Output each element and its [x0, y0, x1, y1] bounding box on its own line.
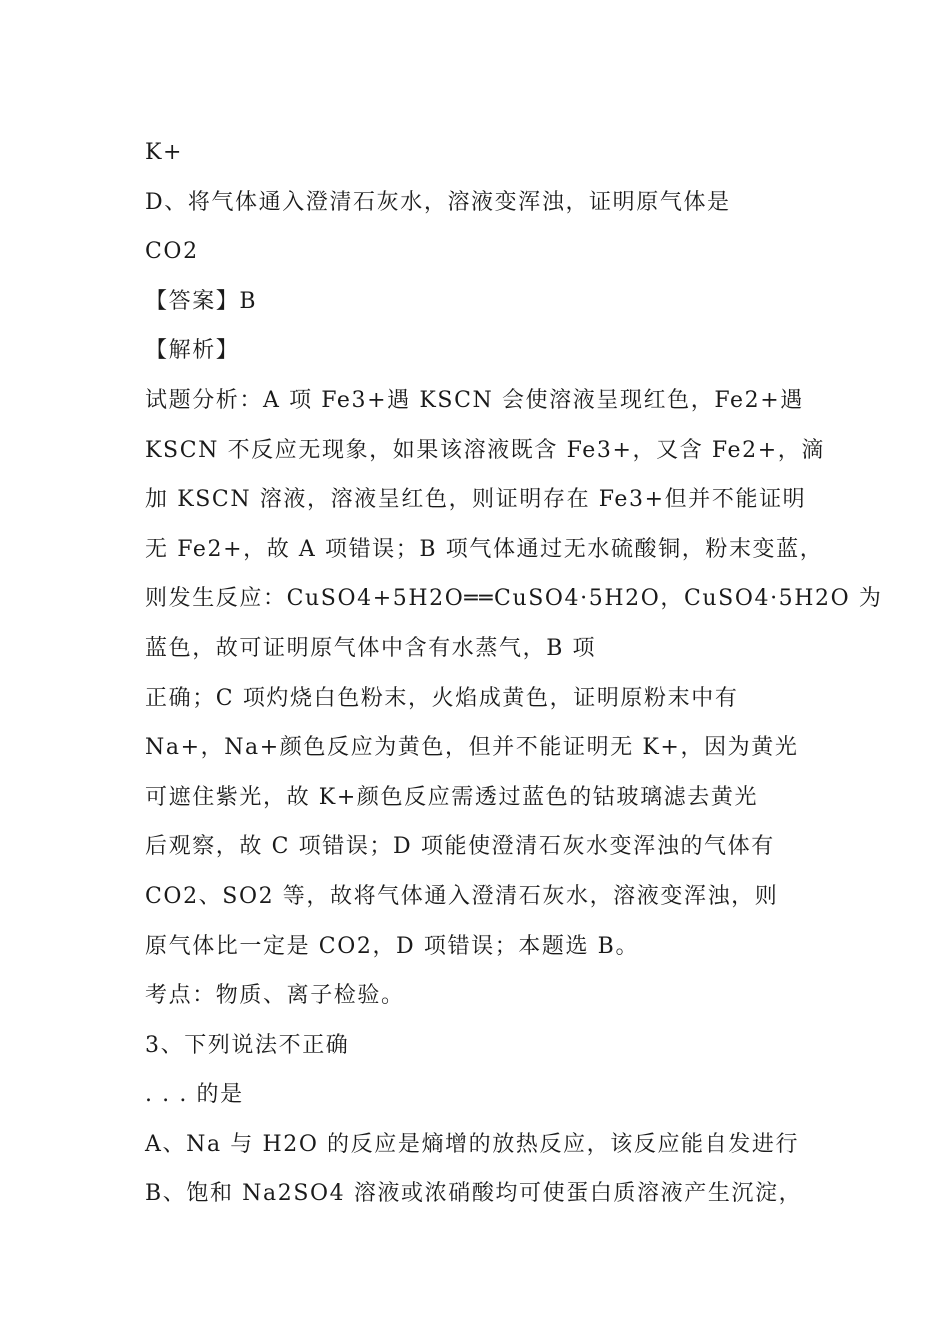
- document-body: [145, 128, 883, 1219]
- text-line: 无 Fe2+，故 A 项错误；B 项气体通过无水硫酸铜，粉末变蓝，: [145, 536, 824, 562]
- text-line: CO2、SO2 等，故将气体通入澄清石灰水，溶液变浑浊，则: [145, 883, 779, 909]
- text-line: 正确；C 项灼烧白色粉末，火焰成黄色，证明原粉末中有: [145, 685, 739, 711]
- question-line: . . . 的是: [145, 1082, 244, 1108]
- text-line: KSCN 不反应无现象，如果该溶液既含 Fe3+，又含 Fe2+，滴: [145, 437, 825, 463]
- text-line: K+: [145, 140, 184, 165]
- text-line: CO2: [145, 239, 199, 265]
- option-b-line: B、饱和 Na2SO4 溶液或浓硝酸均可使蛋白质溶液产生沉淀，: [145, 1181, 803, 1207]
- text-line: Na+，Na+颜色反应为黄色，但并不能证明无 K+，因为黄光: [145, 735, 799, 761]
- text-line: 蓝色，故可证明原气体中含有水蒸气，B 项: [145, 635, 597, 661]
- key-point-line: 考点：物质、离子检验。: [145, 983, 405, 1009]
- text-line: 可遮住紫光，故 K+颜色反应需透过蓝色的钴玻璃滤去黄光: [145, 784, 759, 810]
- text-line: 试题分析：A 项 Fe3+遇 KSCN 会使溶液呈现红色，Fe2+遇: [145, 387, 804, 413]
- answer-heading: 【答案】B: [145, 288, 258, 314]
- analysis-heading: 【解析】: [145, 338, 240, 364]
- text-line: 加 KSCN 溶液，溶液呈红色，则证明存在 Fe3+但并不能证明: [145, 487, 807, 513]
- question-line: 3、下列说法不正确: [145, 1032, 350, 1058]
- text-line: D、将气体通入澄清石灰水，溶液变浑浊，证明原气体是: [145, 189, 731, 215]
- text-line: 则发生反应：CuSO4+5H2O══CuSO4·5H2O，CuSO4·5H2O 为: [145, 586, 883, 612]
- text-line: 后观察，故 C 项错误；D 项能使澄清石灰水变浑浊的气体有: [145, 834, 775, 860]
- option-a-line: A、Na 与 H2O 的反应是熵增的放热反应，该反应能自发进行: [145, 1131, 800, 1157]
- text-line: 原气体比一定是 CO2，D 项错误；本题选 B。: [145, 933, 640, 959]
